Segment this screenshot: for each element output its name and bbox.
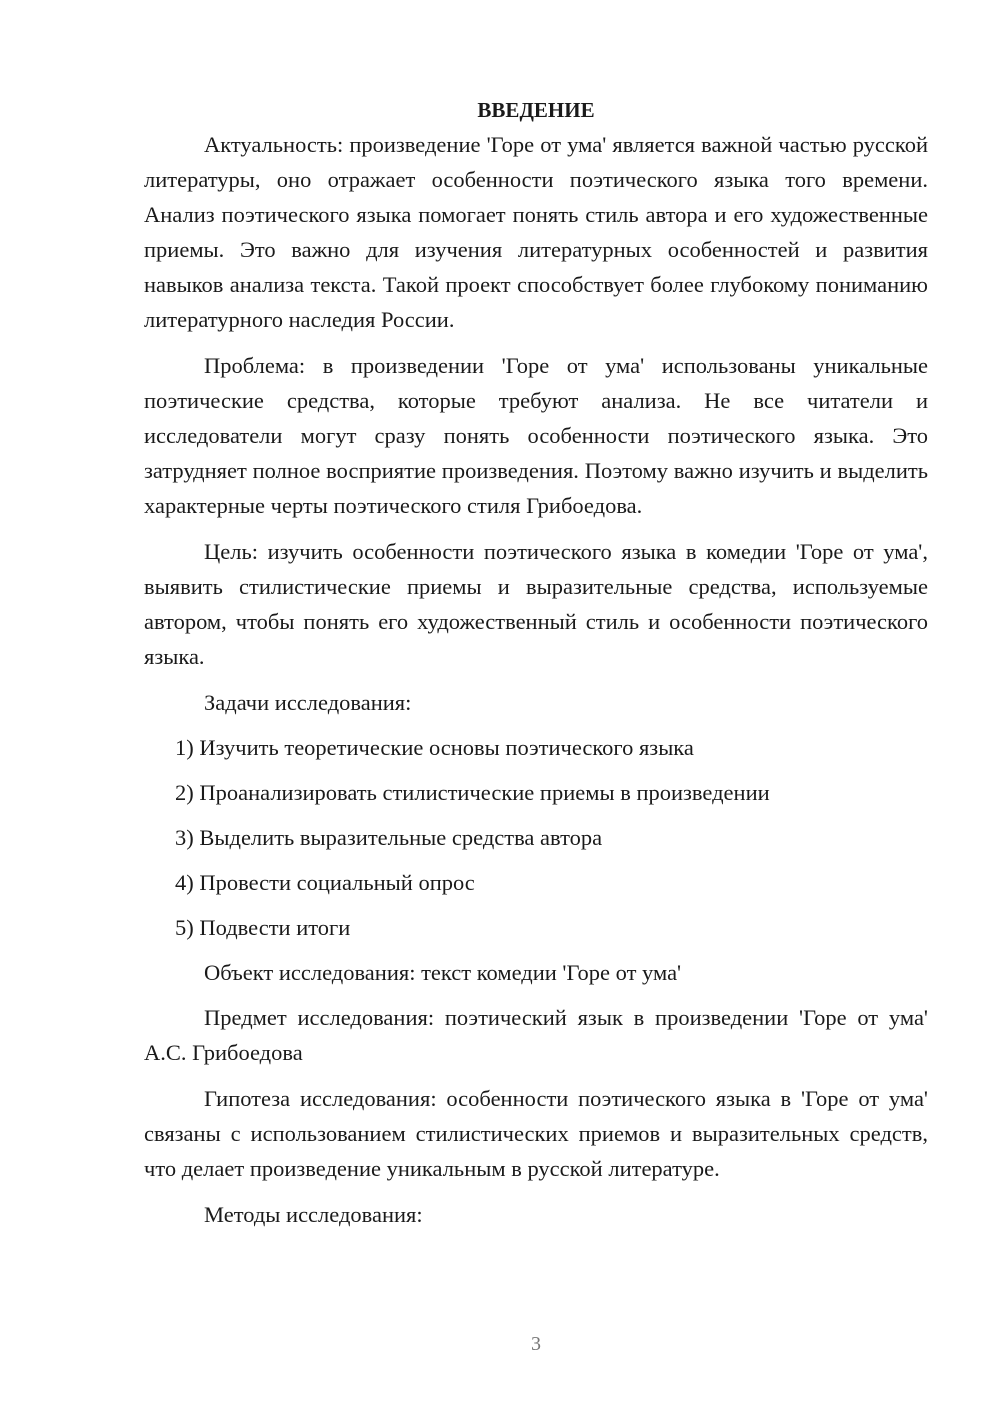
goal-paragraph: Цель: изучить особенности поэтического языка в комедии 'Горе от ума', выявить стилистические приемы и выразительные средства, используемые автором, чтобы понять его художественный стиль и особенности поэтического языка.	[144, 539, 928, 669]
tasks-title: Задачи исследования:	[204, 690, 412, 715]
hypothesis-paragraph: Гипотеза исследования: особенности поэтического языка в 'Горе от ума' связаны с использованием стилистических приемов и выразительных средств, что делает произведение уникальным в русской литературе.	[144, 1086, 928, 1181]
page-content	[144, 92, 928, 1242]
task-item: 1) Изучить теоретические основы поэтического языка	[175, 735, 694, 760]
methods-title: Методы исследования:	[204, 1202, 423, 1227]
task-item: 5) Подвести итоги	[175, 915, 351, 940]
section-heading: ВВЕДЕНИЕ	[477, 98, 595, 122]
page-number: 3	[531, 1333, 541, 1355]
problem-paragraph: Проблема: в произведении 'Горе от ума' использованы уникальные поэтические средства, которые требуют анализа. Не все читатели и исследователи могут сразу понять особенности поэтического языка. Это затрудняет полное восприятие произведения. Поэтому важно изучить и выделить характерные черты поэтического стиля Грибоедова.	[144, 353, 928, 518]
subject-paragraph: Предмет исследования: поэтический язык в произведении 'Горе от ума' А.С. Грибоедова	[144, 1005, 928, 1065]
task-item: 4) Провести социальный опрос	[175, 870, 475, 895]
task-item: 3) Выделить выразительные средства автора	[175, 825, 603, 850]
relevance-paragraph: Актуальность: произведение 'Горе от ума' является важной частью русской литературы, оно отражает особенности поэтического языка того времени. Анализ поэтического языка помогает понять стиль автора и его художественные приемы. Это важно для изучения литературных особенностей и развития навыков анализа текста. Такой проект способствует более глубокому пониманию литературного наследия России.	[144, 132, 928, 332]
task-item: 2) Проанализировать стилистические приемы в произведении	[175, 780, 770, 805]
object-paragraph: Объект исследования: текст комедии 'Горе от ума'	[204, 960, 682, 985]
